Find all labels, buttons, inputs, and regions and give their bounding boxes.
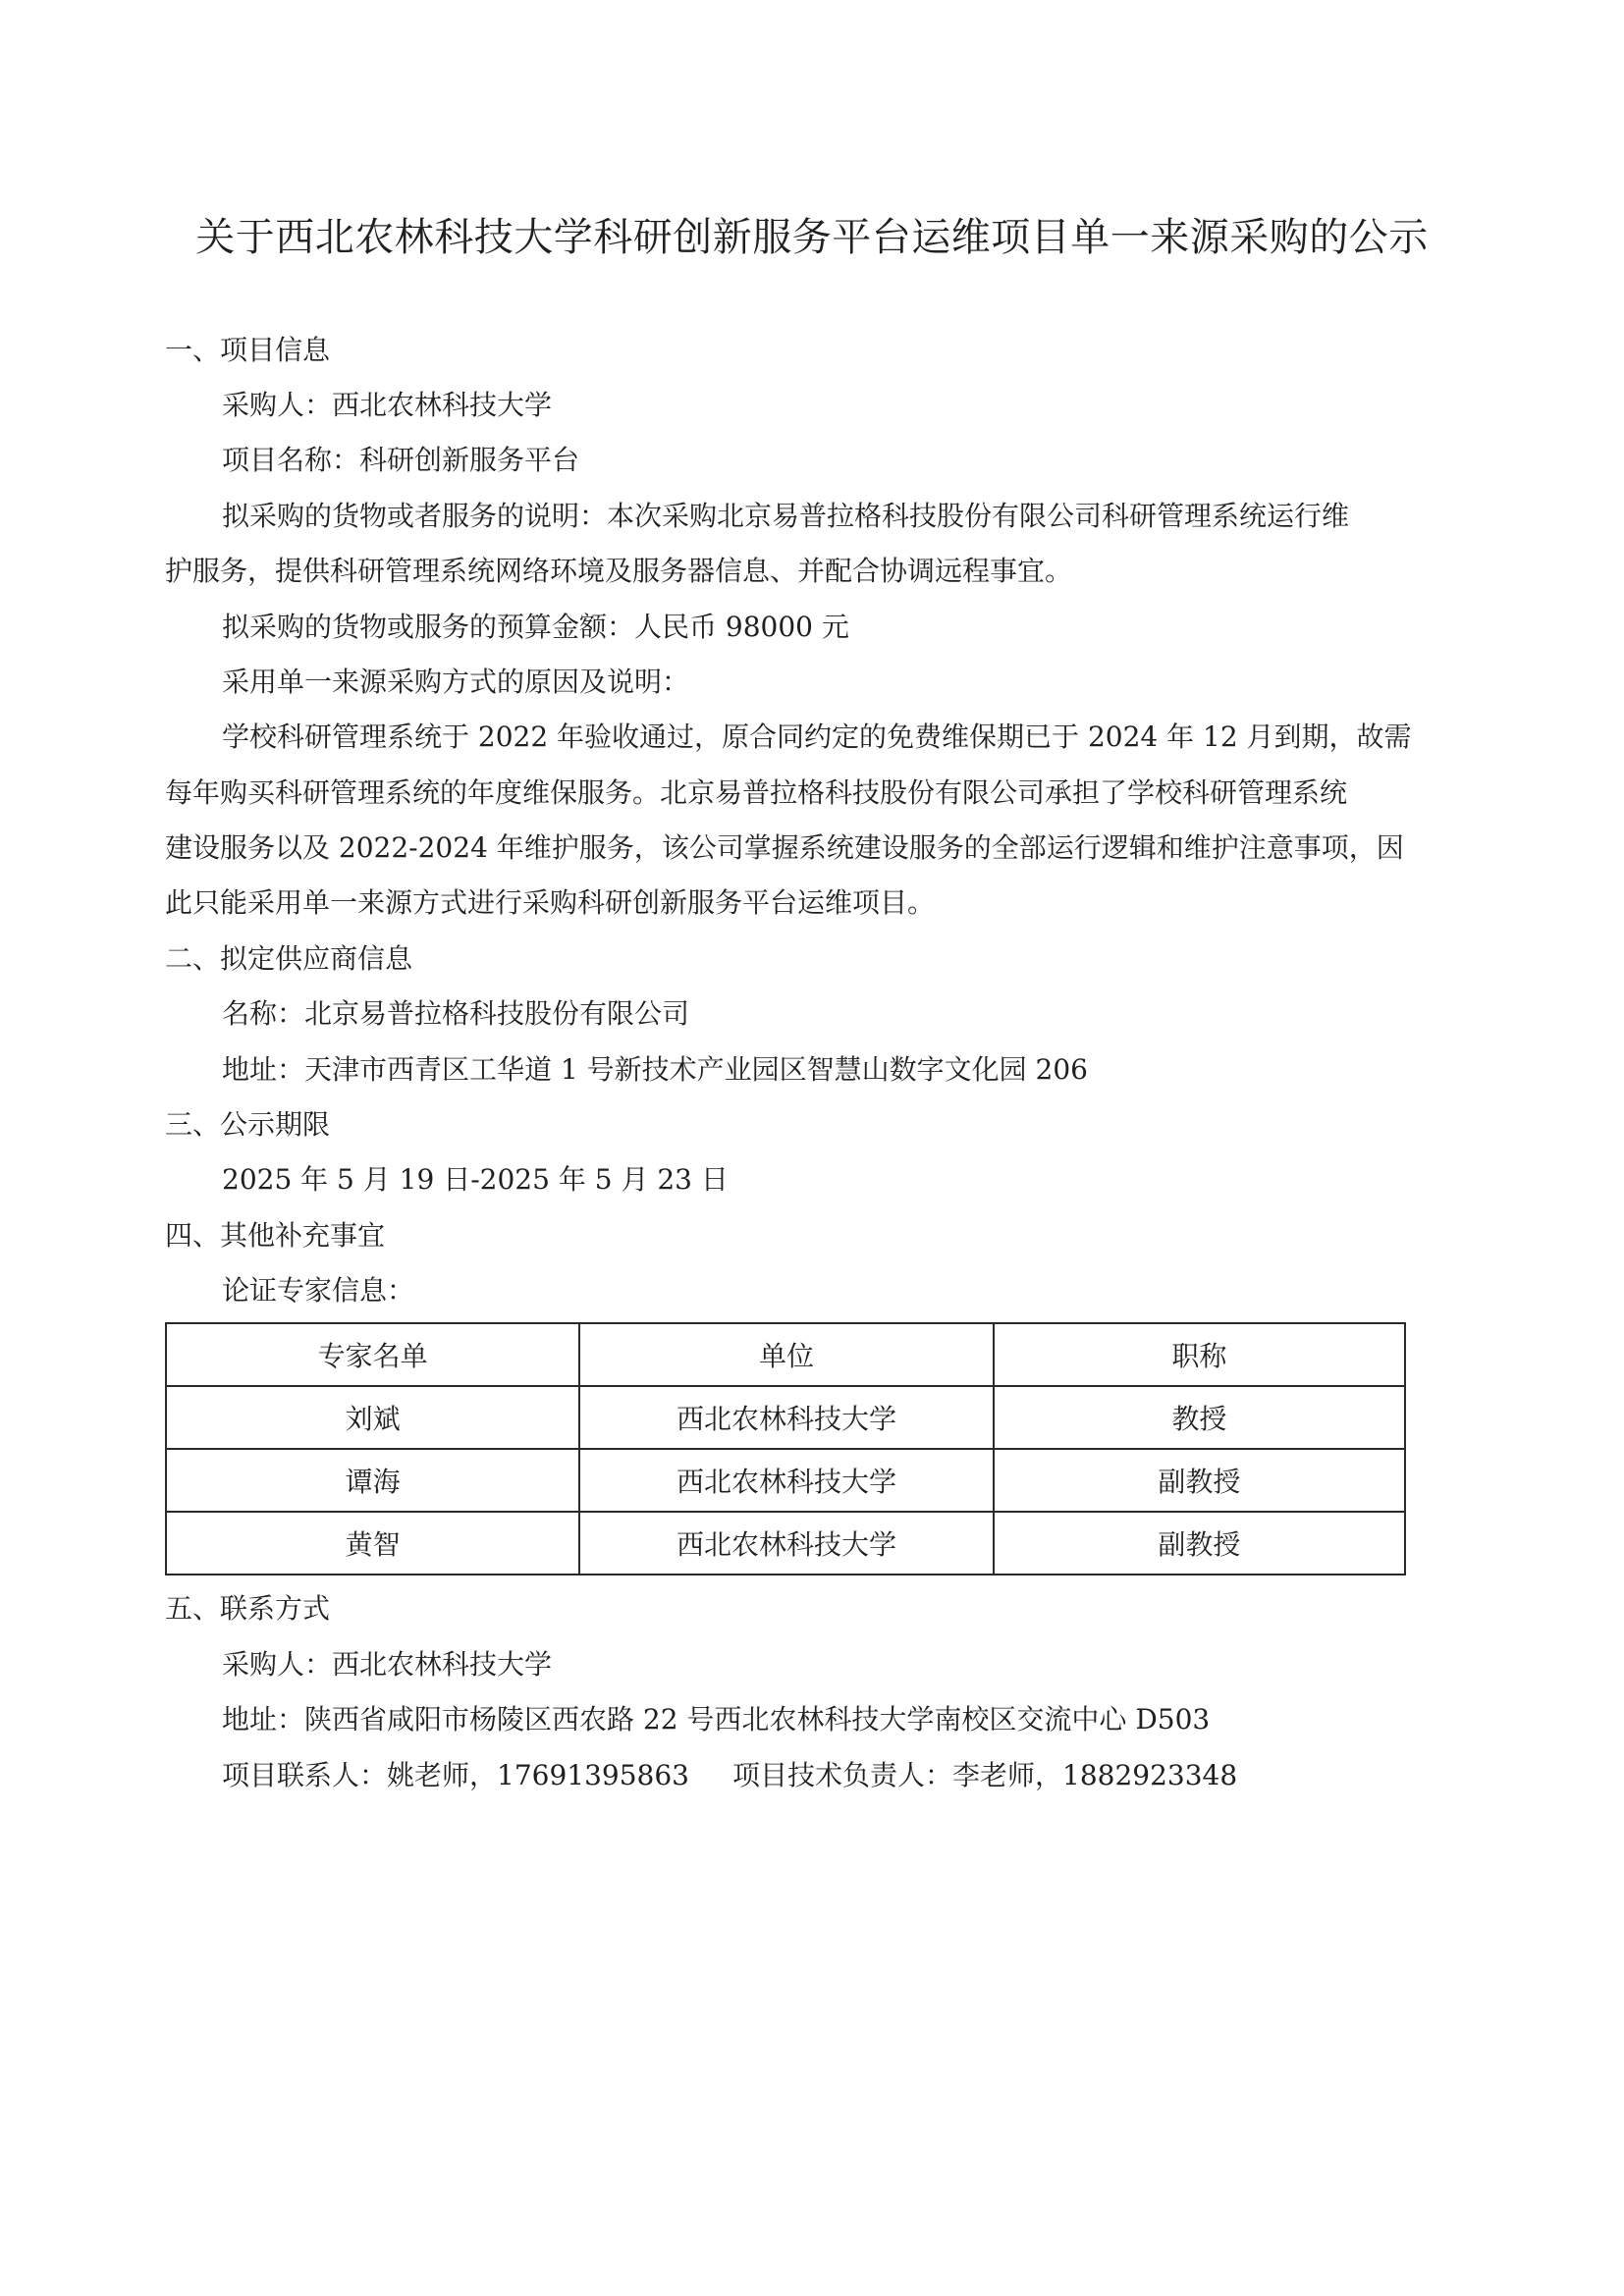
table-row [166,1512,1405,1575]
section3-heading: 三、公示期限 [165,1108,331,1141]
reason-line-1: 学校科研管理系统于 2022 年验收通过，原合同约定的免费维保期已于 2024 年 12 月到期，故需 [222,721,1412,753]
table-header-cell: 职称 [994,1323,1405,1386]
table-cell: 西北农林科技大学 [579,1386,993,1449]
project-name-line: 项目名称：科研创新服务平台 [222,444,580,476]
section4-heading: 四、其他补充事宜 [165,1219,386,1252]
supplier-address-line: 地址：天津市西青区工华道 1 号新技术产业园区智慧山数字文化园 206 [222,1053,1088,1086]
project-contact: 项目联系人：姚老师，17691395863 [222,1759,689,1791]
experts-table [165,1322,1406,1575]
page-title: 关于西北农林科技大学科研创新服务平台运维项目单一来源采购的公示 [195,215,1429,260]
description-line-1: 拟采购的货物或者服务的说明：本次采购北京易普拉格科技股份有限公司科研管理系统运行维 [222,500,1350,532]
table-row [166,1386,1405,1449]
supplier-name-line: 名称：北京易普拉格科技股份有限公司 [222,997,690,1030]
reason-line-3: 建设服务以及 2022-2024 年维护服务，该公司掌握系统建设服务的全部运行逻辑和维护注意事项，因 [165,831,1404,864]
table-cell: 黄智 [166,1512,579,1575]
reason-line-2: 每年购买科研管理系统的年度维保服务。北京易普拉格科技股份有限公司承担了学校科研管理系统 [165,776,1348,809]
description-line-2: 护服务，提供科研管理系统网络环境及服务器信息、并配合协调远程事宜。 [165,555,1073,587]
table-header-row [166,1323,1405,1386]
technical-contact: 项目技术负责人：李老师，1882923348 [732,1759,1238,1791]
purchaser-line: 采购人：西北农林科技大学 [222,389,553,421]
table-header-cell: 专家名单 [166,1323,579,1386]
contact-purchaser-line: 采购人：西北农林科技大学 [222,1648,553,1681]
reason-line-4: 此只能采用单一来源方式进行采购科研创新服务平台运维项目。 [165,886,936,919]
table-cell: 西北农林科技大学 [579,1512,993,1575]
table-cell: 教授 [994,1386,1405,1449]
experts-label: 论证专家信息： [222,1274,415,1307]
table-row [166,1449,1405,1512]
section2-heading: 二、拟定供应商信息 [165,942,413,975]
section5-heading: 五、联系方式 [165,1592,331,1625]
table-cell: 副教授 [994,1449,1405,1512]
table-cell: 刘斌 [166,1386,579,1449]
section1-heading: 一、项目信息 [165,334,331,366]
table-cell: 西北农林科技大学 [579,1449,993,1512]
table-header-cell: 单位 [579,1323,993,1386]
table-cell: 谭海 [166,1449,579,1512]
notice-period-line: 2025 年 5 月 19 日-2025 年 5 月 23 日 [222,1163,729,1196]
reason-heading: 采用单一来源采购方式的原因及说明： [222,666,690,698]
contact-address-line: 地址：陕西省咸阳市杨陵区西农路 22 号西北农林科技大学南校区交流中心 D503 [222,1703,1211,1735]
budget-line: 拟采购的货物或服务的预算金额：人民币 98000 元 [222,611,849,643]
table-cell: 副教授 [994,1512,1405,1575]
